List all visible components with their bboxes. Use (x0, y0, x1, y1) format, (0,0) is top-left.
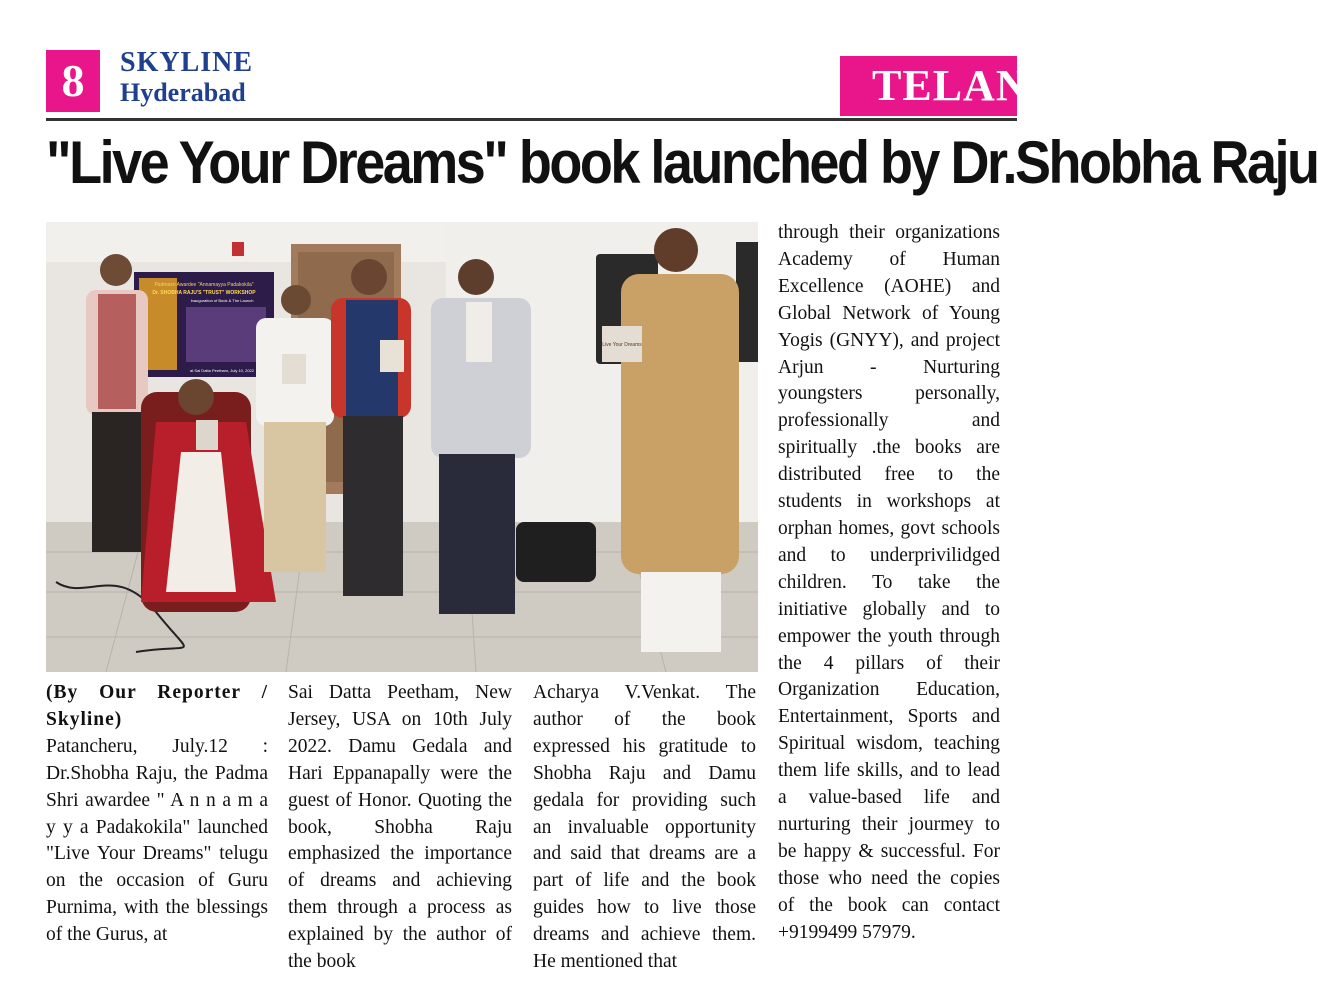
byline: (By Our Reporter / Skyline) (46, 682, 268, 730)
page-number: 8 (46, 50, 100, 112)
masthead-city: Hyderabad (120, 78, 246, 107)
article-column-4 (778, 220, 1000, 946)
banner-line-2: Dr. SHOBHA RAJU'S "TRUST" WORKSHOP (152, 290, 256, 296)
event-photo (46, 222, 758, 672)
section-tab (840, 56, 1029, 116)
book-title-label: Live Your Dreams (602, 342, 642, 348)
article-column-3 (533, 680, 756, 976)
headline: "Live Your Dreams" book launched by Dr.Shobha Raju (46, 129, 1318, 197)
banner-line-3: Inauguration of Book & The Launch (190, 298, 254, 303)
column-3-text: Acharya V.Venkat. The author of the book expressed his gratitude to Shobha Raju and Damu gedala for providing such an invaluable opportunity and said that dreams are a part of life and the book guides how to live those dreams and achieve them. He mentioned that (533, 682, 756, 973)
column-2-text: Sai Datta Peetham, New Jersey, USA on 10th July 2022. Damu Gedala and Hari Eppanapally were the guest of Honor. Quoting the book, Shobha Raju emphasized the importance of dreams and achieving them through a process as explained by the author of the book (288, 682, 512, 973)
banner-line-1: Padmasri Awardee "Annamayya Padakokila" (154, 282, 254, 288)
column-1-text: Patancheru, July.12 : Dr.Shobha Raju, the Padma Shri awardee " A n n a m a y y a Padakokila" launched "Live Your Dreams" telugu on the occasion of Guru Purnima, with the blessings of the Gurus, at (46, 735, 268, 946)
article-column-1 (46, 680, 268, 949)
masthead-title: SKYLINE (120, 47, 254, 78)
section-label: TELAN (872, 61, 1029, 110)
article-column-2 (288, 680, 512, 976)
event-photo-illustration (46, 222, 758, 672)
banner-line-4: at Sai Datta Peetham, July 10, 2022 (189, 368, 255, 373)
masthead (120, 48, 253, 108)
header-rule (46, 118, 1017, 121)
column-4-text: through their organizations Academy of Human Excellence (AOHE) and Global Network of Young Yogis (GNYY), and project Arjun - Nurturing youngsters personally, professionally and spiritually .the books are distributed free to the students in workshops at orphan homes, govt schools and to underprivilidged children. To take the initiative globally and to empower the youth through the 4 pillars of their Organization Education, Entertainment, Sports and Spiritual wisdom, teaching them life skills, and to lead a value-based life and nurturing their jourmey to be happy & successful. For those who need the copies of the book can contact +9199499 57979. (778, 222, 1000, 943)
